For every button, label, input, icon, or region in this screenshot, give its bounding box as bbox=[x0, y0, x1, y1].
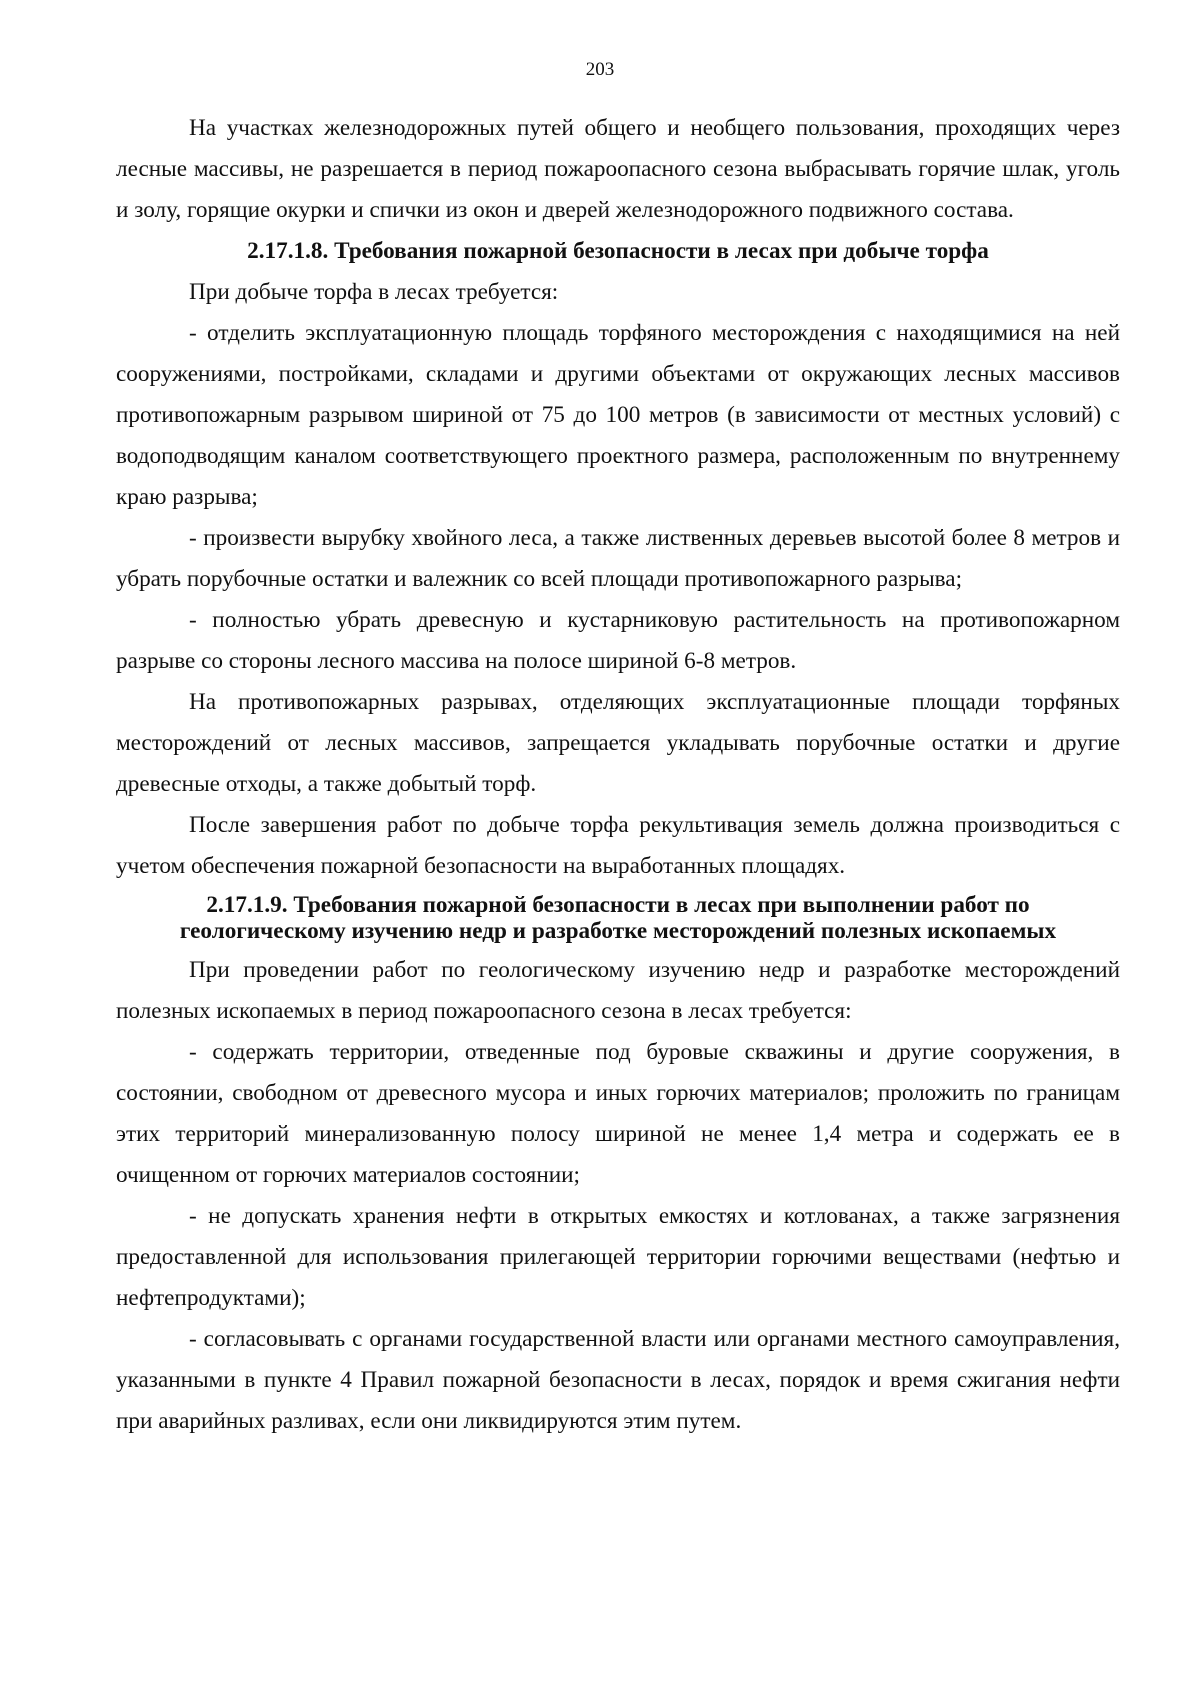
paragraph-peat-prohibition: На противопожарных разрывах, отделяющих эксплуатационные площади торфяных месторождений от лесных массивов, запрещается укладывать порубочные остатки и другие древесные отходы, а также добытый торф. bbox=[116, 689, 1120, 797]
list-item-geology-oil-storage: - не допускать хранения нефти в открытых емкостях и котлованах, а также загрязнения предоставленной для использования прилегающей территории горючими веществами (нефтью и нефтепродуктами); bbox=[116, 1203, 1120, 1311]
section-heading-peat: 2.17.1.8. Требования пожарной безопасности в лесах при добыче торфа bbox=[247, 238, 989, 264]
paragraph-peat-intro: При добыче торфа в лесах требуется: bbox=[189, 279, 559, 305]
paragraph-railway: На участках железнодорожных путей общего и необщего пользования, проходящих через лесные массивы, не разрешается в период пожароопасного сезона выбрасывать горячие шлак, уголь и золу, горящие окурки и спички из окон и дверей железнодорожного подвижного состава. bbox=[116, 115, 1120, 223]
paragraph-peat-recultivation: После завершения работ по добыче торфа рекультивация земель должна производиться с учетом обеспечения пожарной безопасности на выработанных площадях. bbox=[116, 812, 1120, 879]
paragraph-geology-intro: При проведении работ по геологическому изучению недр и разработке месторождений полезных ископаемых в период пожароопасного сезона в лесах требуется: bbox=[116, 957, 1120, 1024]
section-heading-geology: 2.17.1.9. Требования пожарной безопасности в лесах при выполнении работ по геологическому изучению недр и разработке месторождений полезных ископаемых bbox=[179, 892, 1057, 944]
list-item-peat-separate: - отделить эксплуатационную площадь торфяного месторождения с находящимися на ней сооружениями, постройками, складами и другими объектами от окружающих лесных массивов противопожарным разрывом шириной от 75 до 100 метров (в зависимости от местных условий) с водоподводящим каналом соответствующего проектного размера, расположенным по внутреннему краю разрыва; bbox=[116, 320, 1120, 510]
list-item-geology-oil-burning: - согласовывать с органами государственной власти или органами местного самоуправления, указанными в пункте 4 Правил пожарной безопасности в лесах, порядок и время сжигания нефти при аварийных разливах, если они ликвидируются этим путем. bbox=[116, 1326, 1120, 1434]
document-body bbox=[116, 108, 1120, 1442]
list-item-geology-territory: - содержать территории, отведенные под буровые скважины и другие сооружения, в состоянии, свободном от древесного мусора и иных горючих материалов; проложить по границам этих территорий минерализованную полосу шириной не менее 1,4 метра и содержать ее в очищенном от горючих материалов состоянии; bbox=[116, 1039, 1120, 1188]
page-number: 203 bbox=[585, 59, 615, 80]
list-item-peat-clearing: - полностью убрать древесную и кустарниковую растительность на противопожарном разрыве со стороны лесного массива на полосе шириной 6-8 метров. bbox=[116, 607, 1120, 674]
list-item-peat-cutting: - произвести вырубку хвойного леса, а также лиственных деревьев высотой более 8 метров и убрать порубочные остатки и валежник со всей площади противопожарного разрыва; bbox=[116, 525, 1120, 592]
